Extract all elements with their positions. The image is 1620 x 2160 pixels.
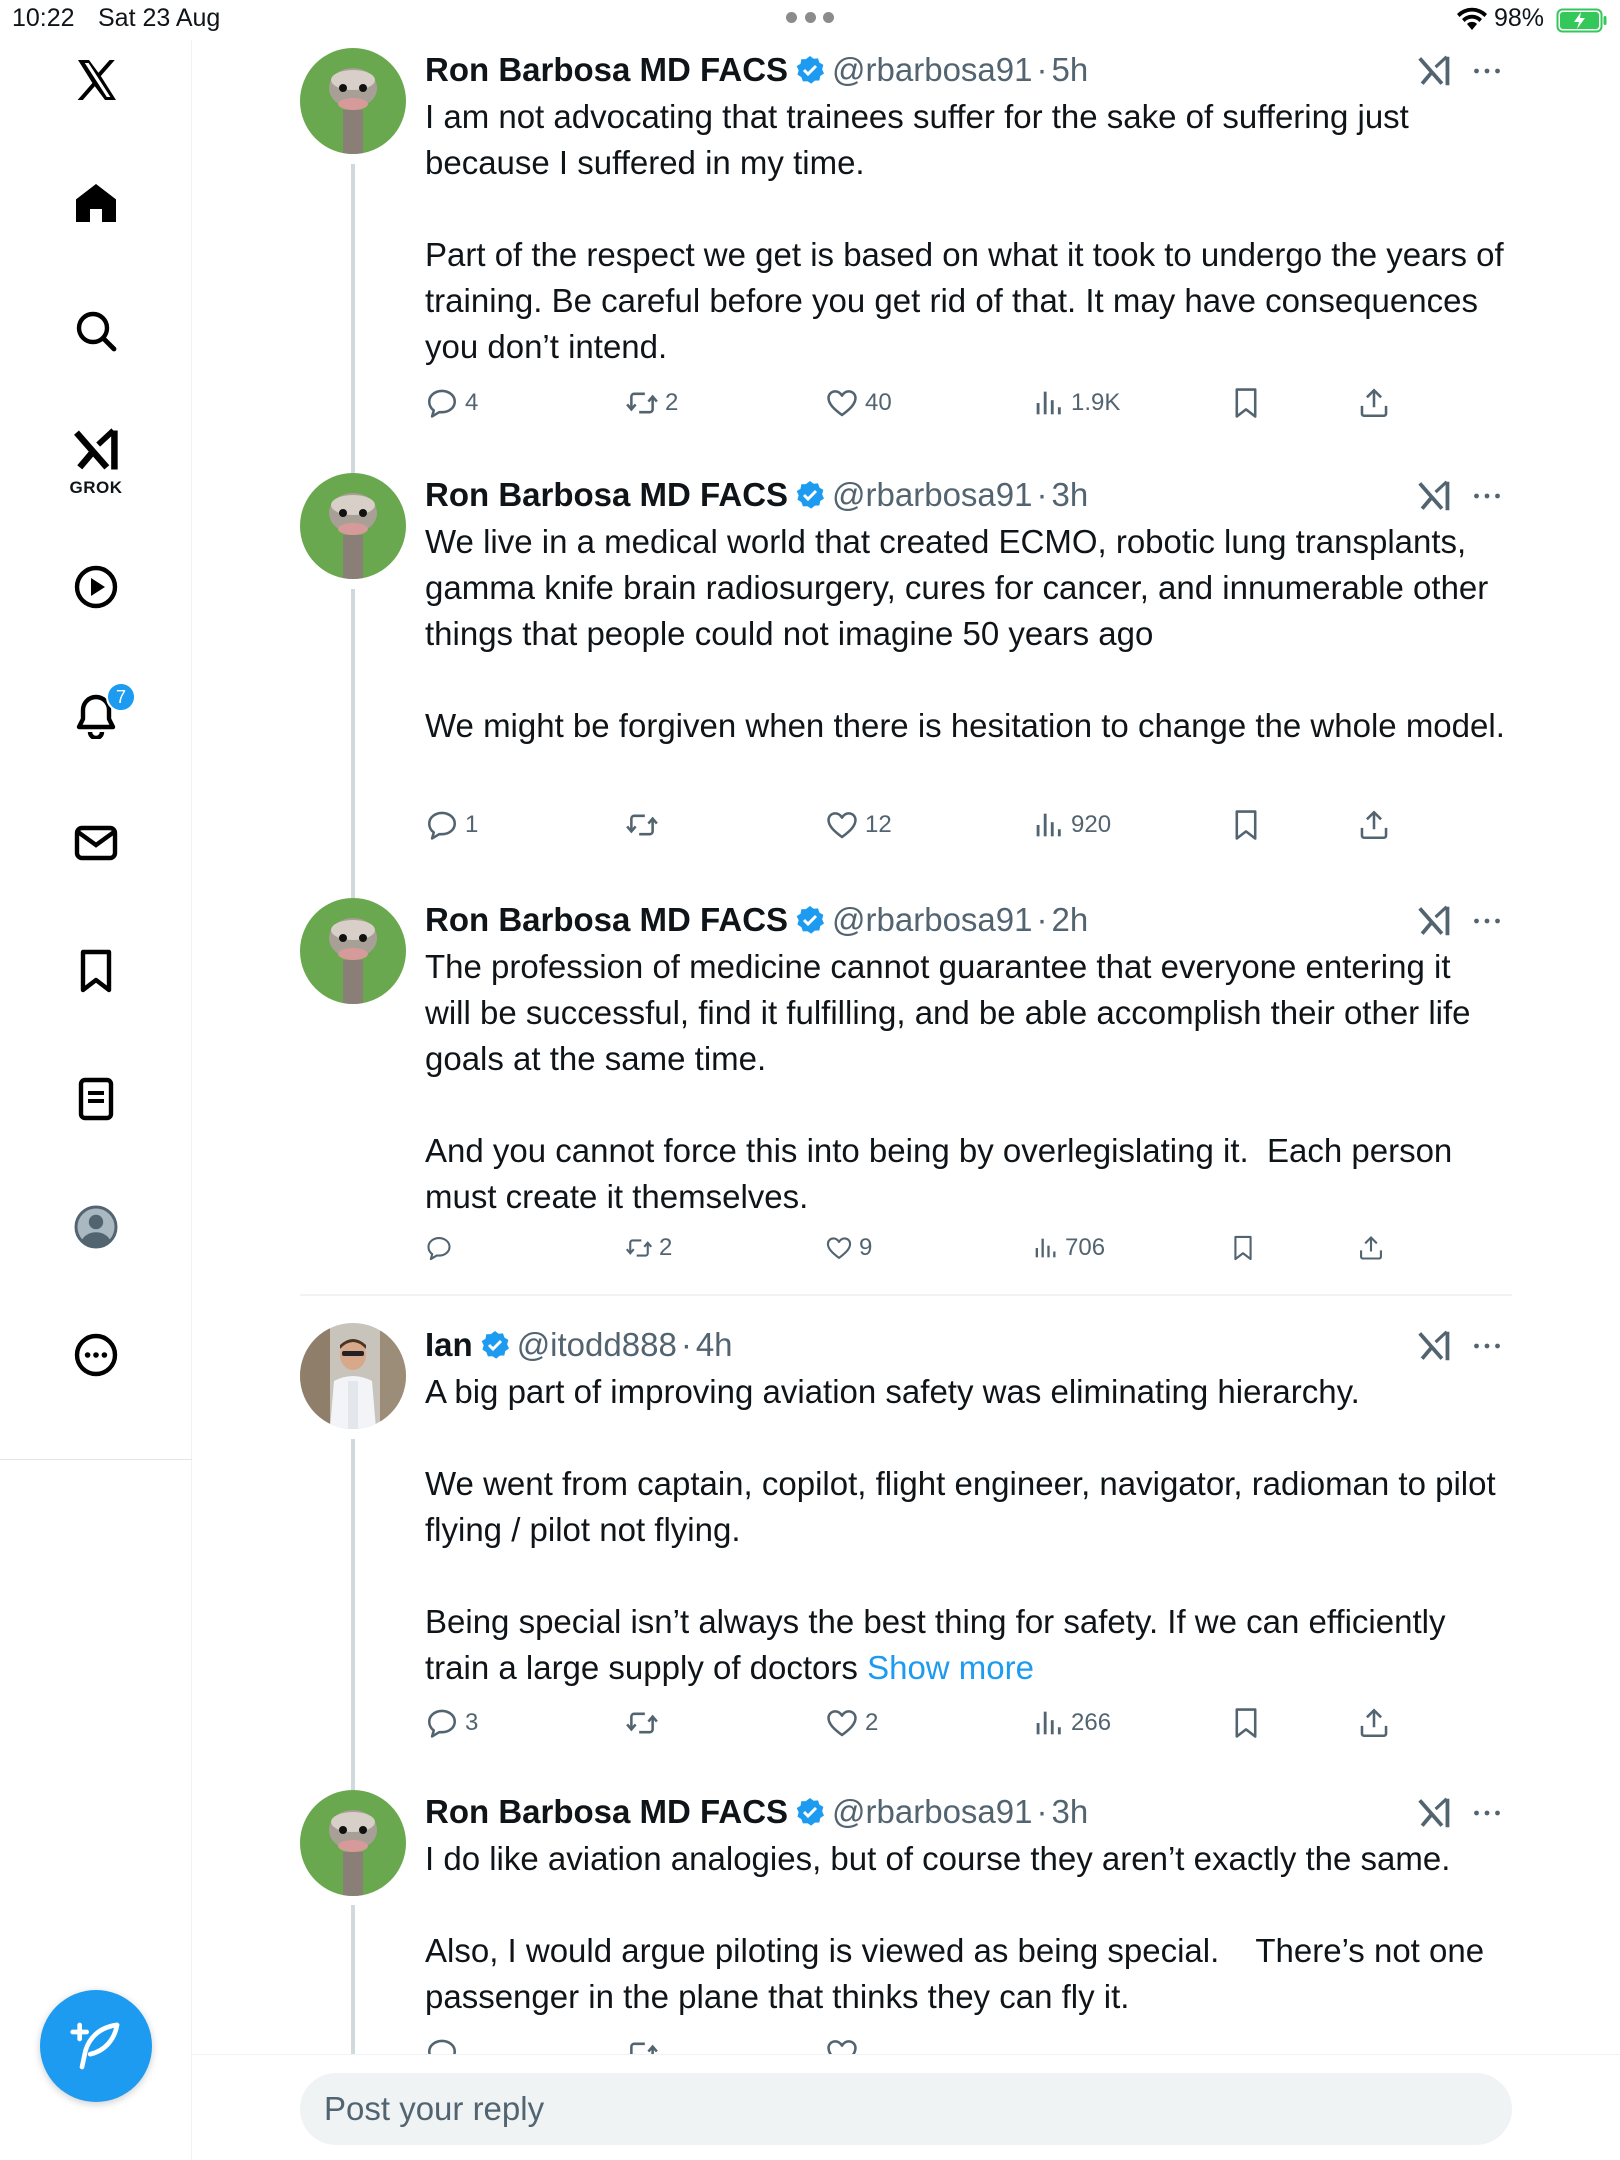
view-count: 706 bbox=[1065, 1234, 1106, 1261]
grok-icon[interactable] bbox=[1415, 52, 1453, 90]
share-button[interactable] bbox=[1357, 1706, 1397, 1740]
compose-icon bbox=[68, 2018, 124, 2074]
like-button[interactable] bbox=[825, 386, 892, 420]
home-icon bbox=[72, 179, 120, 227]
grok-icon[interactable] bbox=[1415, 902, 1453, 940]
views-button[interactable] bbox=[1031, 386, 1120, 420]
status-date: Sat 23 Aug bbox=[98, 4, 221, 32]
share-button[interactable] bbox=[1357, 808, 1397, 842]
verified-badge-icon bbox=[794, 904, 826, 936]
bookmark-icon bbox=[1229, 1706, 1263, 1740]
more-options-icon[interactable] bbox=[1469, 903, 1505, 939]
repost-button[interactable] bbox=[625, 1706, 665, 1740]
author-handle[interactable]: @rbarbosa91 bbox=[832, 1793, 1033, 1830]
grok-icon[interactable] bbox=[1415, 477, 1453, 515]
person-avatar-icon bbox=[300, 1323, 406, 1429]
like-button[interactable] bbox=[825, 808, 892, 842]
share-icon bbox=[1357, 1234, 1385, 1262]
author-name[interactable]: Ron Barbosa MD FACS bbox=[425, 901, 789, 938]
repost-count: 2 bbox=[665, 389, 679, 416]
post-header: Ian @itodd888 · 4h bbox=[425, 1323, 1505, 1367]
share-button[interactable] bbox=[1357, 386, 1397, 420]
post-text: I am not advocating that trainees suffer for the sake of suffering just because I suffered in my time. Part of the respect we get is based on what it took to undergo the years of training. Be careful before you get rid of that. It may have consequences you don’t intend. bbox=[425, 98, 1504, 365]
reply-icon bbox=[425, 808, 459, 842]
more-options-icon[interactable] bbox=[1469, 1328, 1505, 1364]
nav-profile[interactable] bbox=[56, 1187, 136, 1267]
grok-icon[interactable] bbox=[1415, 1327, 1453, 1365]
nav-bookmarks[interactable] bbox=[56, 931, 136, 1011]
reply-count: 1 bbox=[465, 811, 479, 838]
verified-badge-icon bbox=[794, 1796, 826, 1828]
avatar[interactable] bbox=[300, 898, 406, 1004]
like-button[interactable] bbox=[825, 1234, 872, 1262]
view-count: 266 bbox=[1071, 1709, 1112, 1736]
ostrich-avatar-icon bbox=[300, 1790, 406, 1896]
like-count: 40 bbox=[865, 389, 892, 416]
repost-icon bbox=[625, 1234, 653, 1262]
reply-button[interactable] bbox=[425, 808, 478, 842]
verified-badge-icon bbox=[479, 1329, 511, 1361]
reply-icon bbox=[425, 386, 459, 420]
post-text: I do like aviation analogies, but of course they aren’t exactly the same. Also, I would argue piloting is viewed as being special. There’s not one passenger in the plane that thinks they can fly it. bbox=[425, 1840, 1485, 2015]
author-name[interactable]: Ron Barbosa MD FACS bbox=[425, 476, 789, 513]
compose-post-button[interactable] bbox=[40, 1990, 152, 2102]
reply-count: 4 bbox=[465, 389, 479, 416]
bookmark-button[interactable] bbox=[1229, 386, 1269, 420]
post-time[interactable]: 4h bbox=[695, 1326, 733, 1363]
avatar[interactable] bbox=[300, 1790, 406, 1896]
repost-icon bbox=[625, 808, 659, 842]
repost-button[interactable] bbox=[625, 386, 678, 420]
ostrich-avatar-icon bbox=[300, 48, 406, 154]
views-button[interactable] bbox=[1031, 808, 1111, 842]
repost-icon bbox=[625, 386, 659, 420]
heart-icon bbox=[825, 386, 859, 420]
status-bar bbox=[0, 0, 1620, 40]
like-count: 9 bbox=[859, 1234, 873, 1261]
heart-icon bbox=[825, 808, 859, 842]
verified-badge-icon bbox=[794, 479, 826, 511]
notifications-badge: 7 bbox=[106, 682, 136, 712]
x-logo-button[interactable] bbox=[56, 40, 136, 120]
nav-video[interactable] bbox=[56, 547, 136, 627]
repost-icon bbox=[625, 1706, 659, 1740]
reply-button[interactable] bbox=[425, 1706, 478, 1740]
verified-badge-icon bbox=[794, 54, 826, 86]
reply-icon bbox=[425, 1706, 459, 1740]
view-count: 1.9K bbox=[1071, 389, 1121, 416]
grok-label: GROK bbox=[69, 478, 123, 497]
post-actions bbox=[425, 1706, 1525, 1746]
post-header: Ron Barbosa MD FACS @rbarbosa91 · 5h bbox=[425, 48, 1505, 92]
post-actions bbox=[425, 386, 1525, 426]
bookmark-button[interactable] bbox=[1229, 1706, 1269, 1740]
post-header: Ron Barbosa MD FACS @rbarbosa91 · 2h bbox=[425, 898, 1505, 942]
like-count: 2 bbox=[865, 1709, 879, 1736]
post-actions bbox=[425, 1234, 1525, 1274]
search-icon bbox=[72, 307, 120, 355]
more-options-icon[interactable] bbox=[1469, 53, 1505, 89]
more-options-icon[interactable] bbox=[1469, 1795, 1505, 1831]
post-text: We live in a medical world that created ECMO, robotic lung transplants, gamma knife brain radiosurgery, cures for cancer, and innumerable other things that people could not imagine 50 years ago We might be forgiven when there is hesitation to change the whole model. bbox=[425, 523, 1505, 744]
bookmark-icon bbox=[1229, 386, 1263, 420]
grok-icon bbox=[70, 424, 122, 476]
more-icon bbox=[72, 1331, 120, 1379]
share-icon bbox=[1357, 808, 1391, 842]
messages-icon bbox=[72, 819, 120, 867]
bookmark-icon bbox=[1229, 808, 1263, 842]
reply-button[interactable] bbox=[425, 1234, 459, 1262]
profile-icon bbox=[72, 1203, 120, 1251]
like-count: 12 bbox=[865, 811, 892, 838]
heart-icon bbox=[825, 1234, 853, 1262]
post-header: Ron Barbosa MD FACS @rbarbosa91 · 3h bbox=[425, 1790, 1505, 1834]
avatar[interactable] bbox=[300, 48, 406, 154]
heart-icon bbox=[825, 1706, 859, 1740]
nav-grok[interactable] bbox=[56, 424, 136, 524]
sidebar bbox=[0, 40, 192, 2160]
show-more-link[interactable]: Show more bbox=[867, 1649, 1034, 1686]
grok-icon[interactable] bbox=[1415, 1794, 1453, 1832]
repost-button[interactable] bbox=[625, 1234, 672, 1262]
share-icon bbox=[1357, 386, 1391, 420]
views-icon bbox=[1031, 1706, 1065, 1740]
thread-line bbox=[351, 1905, 355, 2054]
repost-count: 2 bbox=[659, 1234, 673, 1261]
x-logo-icon bbox=[72, 56, 120, 104]
sidebar-divider bbox=[0, 1459, 192, 1460]
author-name[interactable]: Ron Barbosa MD FACS bbox=[425, 1793, 789, 1830]
bookmark-button[interactable] bbox=[1229, 808, 1269, 842]
avatar[interactable] bbox=[300, 473, 406, 579]
nav-home[interactable] bbox=[56, 163, 136, 243]
post-text-content: A big part of improving aviation safety was eliminating hierarchy. We went from captain, copilot, flight engineer, navigator, radioman to pilot flying / pilot not flying. Being special isn’t always the best thing for safety. If we can efficiently train a large supply of doctors bbox=[425, 1373, 1496, 1686]
views-button[interactable] bbox=[1031, 1234, 1105, 1262]
post-time[interactable]: 2h bbox=[1051, 901, 1089, 938]
nav-more[interactable] bbox=[56, 1315, 136, 1395]
status-time: 10:22 bbox=[12, 4, 75, 32]
author-name[interactable]: Ron Barbosa MD FACS bbox=[425, 51, 789, 88]
views-icon bbox=[1031, 1234, 1059, 1262]
share-icon bbox=[1357, 1706, 1391, 1740]
author-handle[interactable]: @rbarbosa91 bbox=[832, 901, 1033, 938]
thread-line bbox=[351, 1439, 355, 1791]
bookmark-button[interactable] bbox=[1229, 1234, 1263, 1262]
author-handle[interactable]: @rbarbosa91 bbox=[832, 51, 1033, 88]
lists-icon bbox=[72, 1075, 120, 1123]
post-time[interactable]: 5h bbox=[1051, 51, 1089, 88]
bookmarks-icon bbox=[72, 947, 120, 995]
nav-explore[interactable] bbox=[56, 291, 136, 371]
ostrich-avatar-icon bbox=[300, 473, 406, 579]
repost-button[interactable] bbox=[625, 808, 665, 842]
views-icon bbox=[1031, 386, 1065, 420]
post-time[interactable]: 3h bbox=[1051, 476, 1089, 513]
bookmark-icon bbox=[1229, 1234, 1257, 1262]
share-button[interactable] bbox=[1357, 1234, 1391, 1262]
post-text bbox=[425, 1369, 1505, 1691]
view-count: 920 bbox=[1071, 811, 1112, 838]
nav-lists[interactable] bbox=[56, 1059, 136, 1139]
views-button[interactable] bbox=[1031, 1706, 1111, 1740]
battery-charging-icon bbox=[1556, 8, 1608, 33]
reply-bar bbox=[192, 2054, 1620, 2160]
author-name[interactable]: Ian bbox=[425, 1326, 473, 1363]
like-button[interactable] bbox=[825, 1706, 878, 1740]
avatar[interactable] bbox=[300, 1323, 406, 1429]
thread-line bbox=[351, 589, 355, 899]
reply-icon bbox=[425, 1234, 453, 1262]
reply-input[interactable]: Post your reply bbox=[300, 2073, 1512, 2145]
post-text: The profession of medicine cannot guarantee that everyone entering it will be successful, find it fulfilling, and be able accomplish their other life goals at the same time. And you cannot force this into being by overlegislating it. Each person must create it themselves. bbox=[425, 948, 1471, 1215]
post-actions bbox=[425, 808, 1525, 848]
nav-messages[interactable] bbox=[56, 803, 136, 883]
author-handle[interactable]: @itodd888 bbox=[516, 1326, 677, 1363]
battery-percent: 98% bbox=[1494, 4, 1545, 32]
thread-line bbox=[351, 164, 355, 475]
multitasking-dots-icon[interactable] bbox=[786, 12, 834, 26]
post-header: Ron Barbosa MD FACS @rbarbosa91 · 3h bbox=[425, 473, 1505, 517]
author-handle[interactable]: @rbarbosa91 bbox=[832, 476, 1033, 513]
post-divider bbox=[300, 1294, 1512, 1296]
ostrich-avatar-icon bbox=[300, 898, 406, 1004]
reply-button[interactable] bbox=[425, 386, 478, 420]
video-icon bbox=[72, 563, 120, 611]
reply-count: 3 bbox=[465, 1709, 479, 1736]
wifi-icon bbox=[1456, 6, 1488, 32]
post-time[interactable]: 3h bbox=[1051, 1793, 1089, 1830]
more-options-icon[interactable] bbox=[1469, 478, 1505, 514]
views-icon bbox=[1031, 808, 1065, 842]
